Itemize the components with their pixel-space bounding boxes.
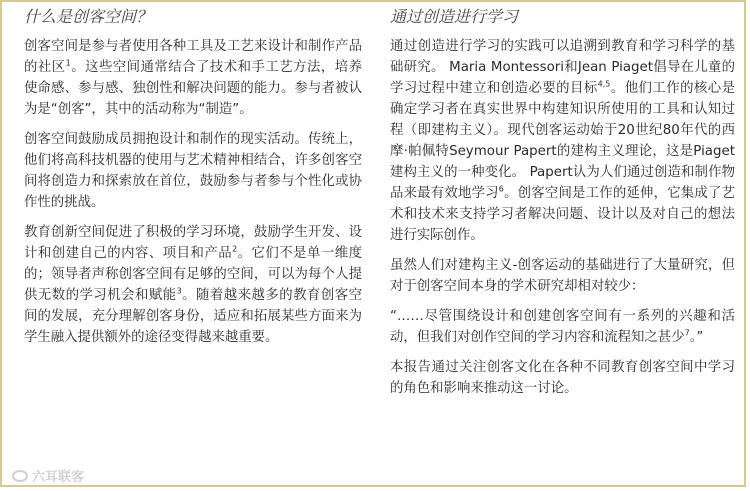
- footnote-ref: 1: [65, 58, 71, 68]
- footnote-ref: 3: [176, 286, 182, 296]
- text-span: 。创客空间是工作的延伸，它集成了艺术和技术来支持学习者解决问题、设计以及对自己的想法进行实际创作。: [390, 186, 736, 243]
- watermark: [12, 466, 84, 485]
- left-column: [24, 6, 362, 357]
- watermark-text: 六耳联客: [32, 470, 85, 485]
- text-span: “……尽管围绕设计和创建创客空间有一系列的兴趣和活动，但我们对创作空间的学习内容和流程知之甚少: [390, 309, 735, 345]
- footnote-ref: 7: [684, 328, 690, 338]
- text-span: 教育创新空间促进了积极的学习环境，鼓励学生开发、设计和创建自己的内容、项目和产品: [24, 225, 362, 261]
- right-paragraph-3: [390, 306, 735, 348]
- left-paragraph-1: [24, 36, 362, 120]
- right-column: [390, 6, 735, 408]
- right-paragraph-4: 本报告通过关注创客文化在各种不同教育创客空间中学习的角色和影响来推动这一讨论。: [390, 360, 735, 396]
- text-span: 通过创造进行学习的实践可以追溯到教育和学习科学的基础研究。 Maria Montessori和Jean Piaget倡导在儿童的学习过程中建立和创造必要的目标: [390, 39, 735, 96]
- text-span: 。他们工作的核心是确定学习者在真实世界中构建知识所使用的工具和认知过程（即建构主义）。现代创客运动始于20世纪80年代的西摩·帕佩特Seymour Papert的建构主义理论，这是Piaget建构主义的一种变化。 Papert认为人们通过创造和制作物品来最有效地学习: [390, 81, 736, 201]
- text-span: 。随着越来越多的教育创客空间的发展，充分理解创客身份，适应和拓展某些方面来为学生融入提供额外的途径变得越来越重要。: [24, 288, 363, 345]
- footnote-ref: 4,5: [597, 79, 611, 89]
- footnote-ref: 2: [232, 244, 238, 254]
- watermark-logo-icon: [12, 470, 28, 482]
- left-paragraph-3: [24, 222, 362, 348]
- text-span: 。这些空间通常结合了技术和手工艺方法，培养使命感、参与感、独创性和解决问题的能力。参与者被认为是“创客”，其中的活动称为“制造”。: [24, 60, 363, 117]
- text-span: 。”: [689, 330, 704, 345]
- left-paragraph-2: 创客空间鼓励成员拥抱设计和制作的现实活动。传统上，他们将高科技机器的使用与艺术精神相结合，许多创客空间将创造力和探索放在首位，鼓励参与者参与个性化或协作性的挑战。: [24, 132, 362, 210]
- text-span: 。它们不是单一维度的；领导者声称创客空间有足够的空间，可以为每个人提供无数的学习机会和赋能: [24, 246, 363, 303]
- right-heading: 通过创造进行学习: [390, 7, 519, 26]
- footnote-ref: 6: [498, 184, 504, 194]
- left-heading: 什么是创客空间？: [24, 7, 153, 26]
- right-paragraph-2: 虽然人们对建构主义-创客运动的基础进行了大量研究，但对于创客空间本身的学术研究却相对较少：: [390, 258, 735, 294]
- right-paragraph-1: [390, 36, 735, 246]
- text-span: 创客空间是参与者使用各种工具及工艺来设计和制作产品的社区: [24, 39, 362, 75]
